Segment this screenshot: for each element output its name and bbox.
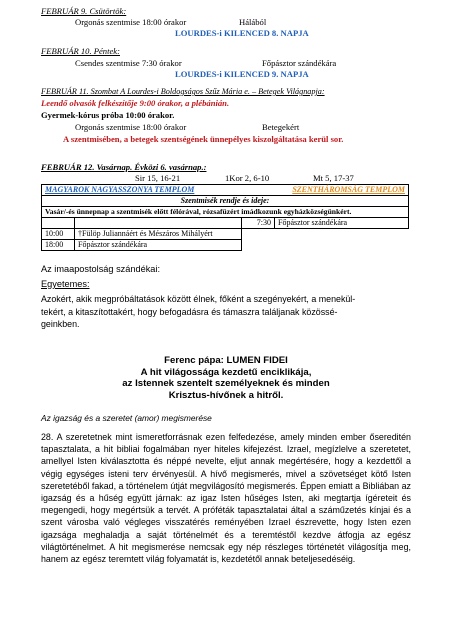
prayer-general-label: Egyetemes:	[41, 279, 90, 289]
title-line: A hit világossága kezdetű enciklikája,	[140, 366, 312, 378]
prayer-line: geinkben.	[41, 319, 80, 329]
feb11-heading: FEBRUÁR 11. Szombat A Lourdes-i Boldogságos Szűz Mária e. – Betegek Világnapja:	[41, 87, 325, 96]
right-intent-cell: Főpásztor szándékára	[275, 218, 409, 229]
feb11-mass: Orgonás szentmise 18:00 órakor	[75, 122, 187, 132]
prayer-line: Azokért, akik megpróbáltatások között élnek, főként a szegényekért, a menekül-	[41, 294, 356, 304]
order-header: Szentmisék rendje és ideje:	[42, 196, 409, 207]
feb10-mass: Csendes szentmise 7:30 órakor	[75, 58, 182, 68]
prayer-intro: Az imaapostolság szándékai:	[41, 264, 160, 274]
rosary-notice: Vasár/-és ünnepnap a szentmisék előtt félórával, rózsafüzért imádkozunk egyházközségünkért.	[42, 207, 409, 218]
church-right-header: SZENTHÁROMSÁG TEMPLOM	[242, 185, 409, 196]
paragraph-text: 28. A szeretetnek mint ismeretforrásnak ezen felfedezése, amely minden ember ősereditén tapasztalata, a hit bibliai fogalmában nyer hiteles kifejezést. Izrael, megízlelve a szeretetet, amellyel Isten kiválasztotta és néppé nevelte, eljut annak megértésére, hogy a kezdettől a végig egységes isteni terv érvényesül. A hívő megismerés, mivel a szövetséget kötő Isten szeretetéből fakad, a történelem útját megvilágosító megismerés. Éppen emiatt a Bibliában az igazság és a hűség együtt járnak: az igaz Isten hűséges Isten, aki megtartja ígéreteit és megengedi, hogy megértsük a tervét. A próféták tapasztalatai által a száműzetés kínjai és a szent városba való végleges visszatérés reményében Izrael észrevette, hogy Isten ezen igazsága meghaladja a saját történelmét és a teremtéstől kezdve átfogja az egész világtörténelmet. A hit megismerése nemcsak egy nép részleges történetét világosítja meg, hanem az egész teremtett világ folyamatát is, kezdetétől annak beteljesedéséig.	[41, 432, 411, 565]
time-cell	[42, 218, 75, 229]
table-header-row	[42, 185, 409, 196]
right-intent-cell	[275, 229, 409, 240]
feb12-reading-3: Mt 5, 17-37	[313, 173, 354, 183]
title-line: Krisztus-hívőnek a hitről.	[168, 389, 284, 401]
feb9-mass-intent: Hálából	[239, 17, 267, 27]
mass-schedule-table	[41, 184, 409, 251]
table-order-row	[42, 196, 409, 207]
right-time-cell: 7:30	[242, 218, 275, 229]
right-time-cell	[242, 240, 275, 251]
prayer-line: tekért, a kitaszítottakért, hogy befogadásra és támaszra találjanak közössé-	[41, 306, 338, 317]
feb9-novena: LOURDES-i KILENCED 8. NAPJA	[175, 28, 309, 38]
feb11-choir: Gyermek-kórus próba 10:00 órakor.	[41, 110, 175, 120]
feb12-reading-1: Sir 15, 16-21	[135, 173, 181, 183]
table-row	[42, 218, 409, 229]
title-line: az Istennek szentelt személyeknek és minden	[122, 378, 330, 389]
intent-cell	[75, 218, 242, 229]
feb10-mass-intent: Főpásztor szándékára	[262, 58, 337, 68]
prayer-text	[41, 293, 355, 331]
table-row	[42, 240, 409, 251]
time-cell: 18:00	[42, 240, 75, 251]
time-cell: 10:00	[42, 229, 75, 240]
church-left-header: MAGYAROK NAGYASSZONYA TEMPLOM	[42, 185, 242, 196]
feb9-heading: FEBRUÁR 9. Csütörtök:	[41, 6, 127, 16]
table-row	[42, 229, 409, 240]
encyclical-title	[41, 355, 411, 401]
feb12-reading-2: 1Kor 2, 6-10	[225, 173, 270, 183]
table-notice-row	[42, 207, 409, 218]
intent-cell: Főpásztor szándékára	[75, 240, 242, 251]
feb11-mass-intent: Betegekért	[262, 122, 300, 132]
right-intent-cell	[275, 240, 409, 251]
section-title: Az igazság és a szeretet (amor) megismerése	[41, 413, 212, 423]
right-time-cell	[242, 229, 275, 240]
title-line: Ferenc pápa: LUMEN FIDEI	[164, 355, 288, 366]
feb10-heading: FEBRUÁR 10. Péntek:	[41, 46, 120, 56]
intent-cell: †Fülöp Juliannáért és Mészáros Mihályért	[75, 229, 242, 240]
feb10-novena: LOURDES-i KILENCED 9. NAPJA	[175, 69, 309, 79]
feb12-heading: FEBRUÁR 12. Vasárnap. Évközi 6. vasárnap.:	[41, 162, 207, 172]
feb9-mass: Orgonás szentmise 18:00 órakor	[75, 17, 187, 27]
feb11-anointing: A szentmisében, a betegek szentségének ünnepélyes kiszolgáltatása kerül sor.	[63, 134, 344, 144]
encyclical-paragraph	[41, 431, 411, 565]
feb11-readers: Leendő olvasók felkészítője 9:00 órakor, a plébánián.	[41, 98, 230, 108]
